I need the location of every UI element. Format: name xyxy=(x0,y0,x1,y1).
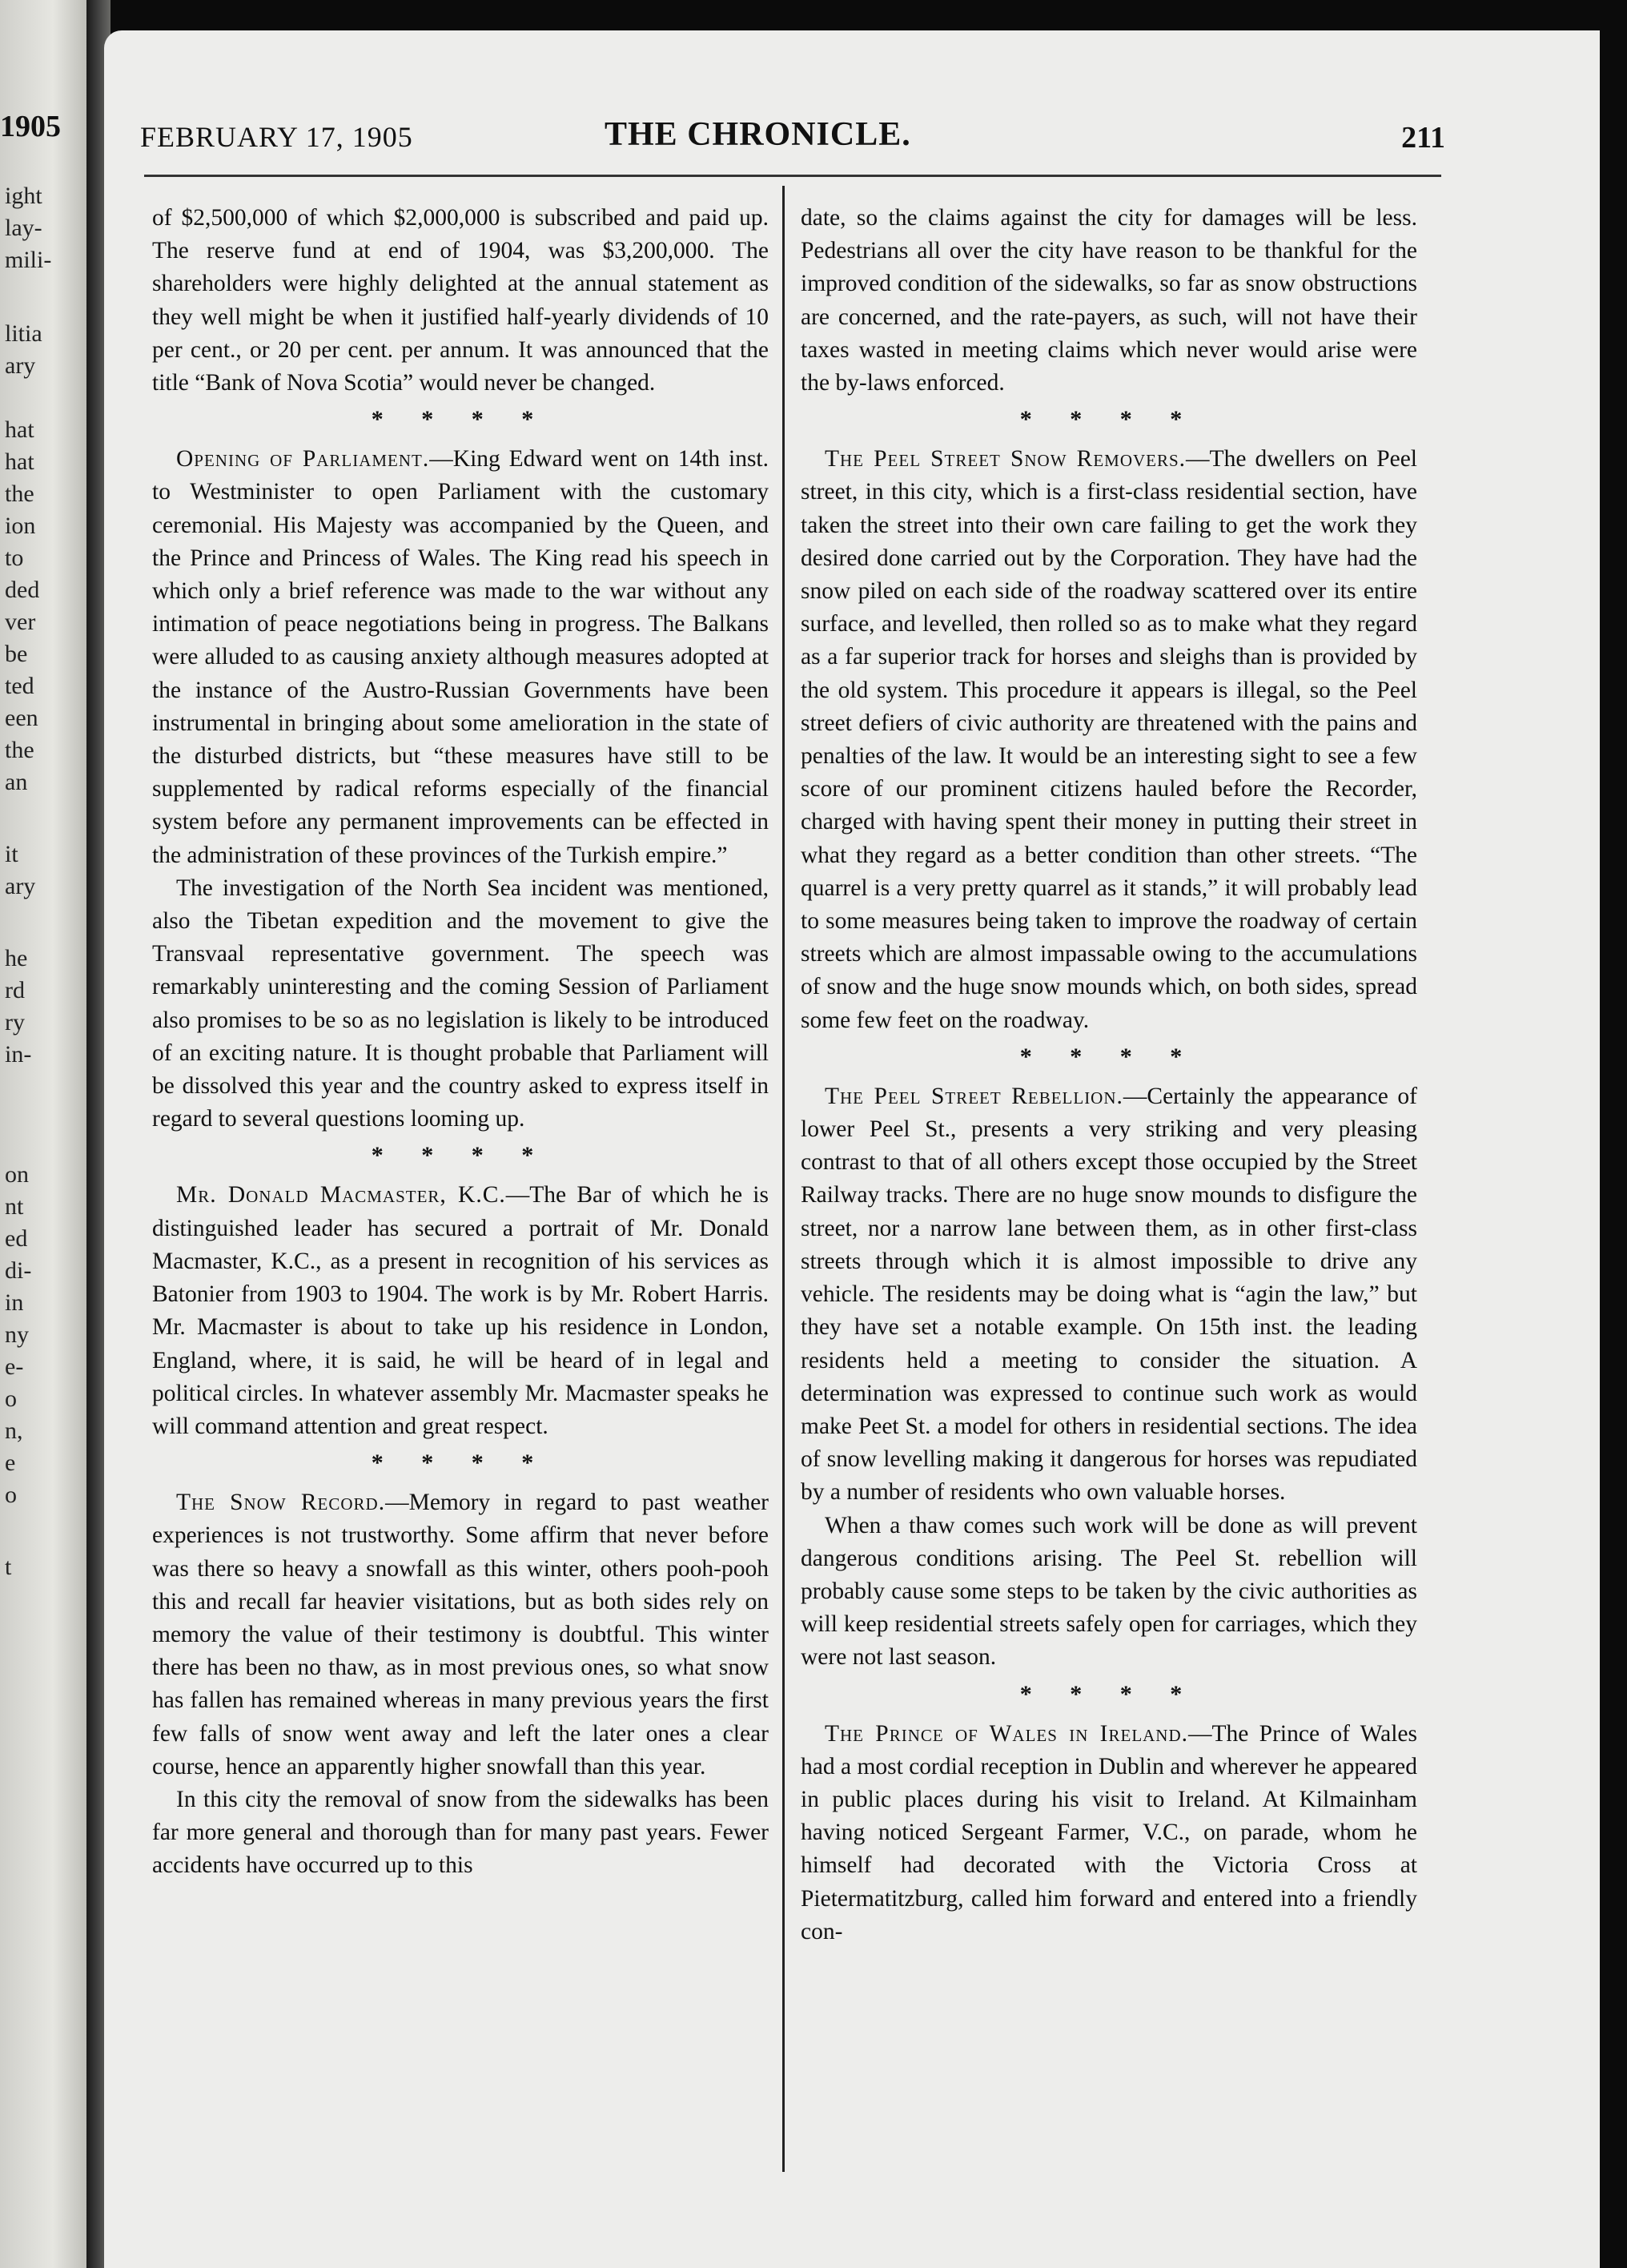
adjacent-page-fragment: o xyxy=(5,1385,17,1412)
article-heading: Mr. Donald Macmaster, K.C. xyxy=(176,1182,506,1208)
adjacent-page-fragment: ded xyxy=(5,577,40,603)
adjacent-page-fragment: ver xyxy=(5,609,36,635)
section-separator: * * * * xyxy=(371,1450,550,1477)
adjacent-page-fragment: ry xyxy=(5,1009,25,1035)
article-paragraph xyxy=(801,202,1417,400)
adjacent-page-fragment: ion xyxy=(5,513,36,539)
adjacent-page-fragment: on xyxy=(5,1161,29,1188)
adjacent-page-fragment: ted xyxy=(5,673,34,699)
section-separator: * * * * xyxy=(1019,1043,1199,1070)
adjacent-page-fragment: an xyxy=(5,769,28,795)
column-divider xyxy=(782,186,785,2172)
adjacent-page-fragment: it xyxy=(5,841,18,867)
article-paragraph xyxy=(801,1080,1417,1510)
section-separator: * * * * xyxy=(371,406,550,433)
paragraph-text: —Certainly the appearance of lower Peel St., presents a very striking and very pleasing contrast to that of all others except those occupied by the Street Railway tracks. There are no huge snow mounds to disfigure the street, nor a narrow lane between them, as in other first-class streets through which it is almost impossible to drive any vehicle. The residents may be doing what is “agin the law,” but they have set a notable example. On 15th inst. the leading residents held a meeting to consider the situation. A determination was expressed to continue such work as would make Peet St. a model for others in residential sections. The idea of snow levelling making it dangerous for horses was repudiated by a number of residents who own valuable horses. xyxy=(801,1083,1417,1506)
article-paragraph xyxy=(152,1783,769,1883)
adjacent-page-fragment: hat xyxy=(5,416,34,443)
adjacent-page-fragment: ight xyxy=(5,183,42,209)
article-paragraph xyxy=(801,1510,1417,1675)
adjacent-page-edge xyxy=(0,0,88,2268)
article-heading: The Peel Street Snow Removers. xyxy=(825,446,1187,472)
adjacent-page-fragment: he xyxy=(5,945,28,971)
adjacent-page-fragment: o xyxy=(5,1482,17,1508)
section-separator: * * * * xyxy=(371,1142,550,1169)
adjacent-page-fragment: in xyxy=(5,1289,24,1316)
adjacent-page-fragment: litia xyxy=(5,320,42,347)
adjacent-page-fragment: mili- xyxy=(5,247,52,273)
adjacent-page-fragment: the xyxy=(5,481,34,507)
article-heading: The Peel Street Rebellion. xyxy=(825,1083,1123,1109)
section-separator: * * * * xyxy=(1019,1680,1199,1707)
article-paragraph xyxy=(152,872,769,1136)
adjacent-page-fragment: ary xyxy=(5,873,36,899)
page-right-edge xyxy=(1600,0,1627,2268)
adjacent-page-fragment: to xyxy=(5,545,24,571)
adjacent-page-fragment: e- xyxy=(5,1353,24,1380)
adjacent-page-fragment: rd xyxy=(5,977,25,1003)
paragraph-text: —The Prince of Wales had a most cordial reception in Dublin and wherever he appeared in public places during his visit to Ireland. At Kilmainham having noticed Sergeant Farmer, V.C., on parade, whom he himself had decorated with the Victoria Cross at Pietermatitzburg, called him forward and entered into a friendly con- xyxy=(801,1720,1417,1944)
header-title: THE CHRONICLE. xyxy=(605,116,911,153)
paragraph-text: —The Bar of which he is distinguished leader has secured a portrait of Mr. Donald Macmaster, K.C., as a present in recognition of his services as Batonier from 1903 to 1904. The work is by Mr. Robert Harris. Mr. Macmaster is about to take up his residence in London, England, where, it is said, he will be heard of in legal and political circles. In whatever assembly Mr. Macmaster speaks he will command attention and great respect. xyxy=(152,1182,769,1439)
article-paragraph xyxy=(801,1718,1417,1948)
paragraph-text: of $2,500,000 of which $2,000,000 is subscribed and paid up. The reserve fund at end of 1904, was $3,200,000. The shareholders were highly delighted at the annual statement as they well might be when it justified half-yearly dividends of 10 per cent., or 20 per cent. per annum. It was announced that the title “Bank of Nova Scotia” would never be changed. xyxy=(152,205,769,396)
adjacent-page-fragment: n, xyxy=(5,1418,23,1444)
adjacent-page-fragment: t xyxy=(5,1554,12,1580)
header-rule xyxy=(144,175,1441,177)
adjacent-page-fragment: ny xyxy=(5,1321,29,1348)
adjacent-page-fragment: in- xyxy=(5,1041,32,1068)
article-heading: The Snow Record. xyxy=(176,1490,386,1516)
right-column xyxy=(801,202,1417,1948)
article-paragraph xyxy=(152,202,769,400)
paragraph-text: —King Edward went on 14th inst. to Westminister to open Parliament with the customary ceremonial. His Majesty was accompanied by the Queen, and the Prince and Princess of Wales. The King read his speech in which only a brief reference was made to the war without any intimation of peace negotiations being in progress. The Balkans were alluded to as causing anxiety although measures adopted at the instance of the Austro-Russian Governments have been instrumental in bringing about some amelioration in the state of the disturbed districts, but “these measures have still to be supplemented by radical reforms especially of the financial system before any permanent improvements can be effected in the administration of these provinces of the Turkish empire.” xyxy=(152,446,769,868)
adjacent-page-fragment: ary xyxy=(5,352,36,379)
paragraph-text: date, so the claims against the city for damages will be less. Pedestrians all over the city have reason to be thankful for the improved condition of the sidewalks, so far as snow obstructions are concerned, and the rate-payers, as such, will not have their taxes wasted in meeting claims which never would arise were the by-laws enforced. xyxy=(801,205,1417,396)
adjacent-page-fragment: di- xyxy=(5,1257,32,1284)
adjacent-page-fragment: nt xyxy=(5,1193,24,1220)
adjacent-page-fragment: e xyxy=(5,1450,16,1476)
paragraph-text: When a thaw comes such work will be done as will prevent dangerous conditions arising. The Peel St. rebellion will probably cause some steps to be taken by the civic authorities as will keep residential streets safely open for carriages, which they were not last season. xyxy=(801,1512,1417,1671)
paragraph-text: In this city the removal of snow from the sidewalks has been far more general and thorough than for many past years. Fewer accidents have occurred up to this xyxy=(152,1786,769,1879)
adjacent-page-year: 1905 xyxy=(0,110,61,143)
adjacent-page-fragment: een xyxy=(5,705,38,731)
article-heading: The Prince of Wales in Ireland. xyxy=(825,1720,1189,1747)
page-number: 211 xyxy=(1401,121,1445,155)
article-paragraph xyxy=(152,1179,769,1443)
article-paragraph xyxy=(152,1486,769,1783)
running-header xyxy=(140,114,1445,162)
paragraph-text: The investigation of the North Sea incident was mentioned, also the Tibetan expedition and the movement to give the Transvaal representative government. The speech was remarkably uninteresting and the coming Session of Parliament also promises to be so as no legislation is likely to be introduced of an exciting nature. It is thought probable that Parliament will be dissolved this year and the country asked to express itself in regard to several questions looming up. xyxy=(152,875,769,1132)
adjacent-page-fragment: the xyxy=(5,737,34,763)
adjacent-page-fragment: be xyxy=(5,641,28,667)
article-heading: Opening of Parliament. xyxy=(176,446,430,472)
article-paragraph xyxy=(801,443,1417,1037)
section-separator: * * * * xyxy=(1019,406,1199,433)
left-column xyxy=(152,202,769,1883)
article-paragraph xyxy=(152,443,769,872)
header-date: FEBRUARY 17, 1905 xyxy=(140,121,413,153)
paragraph-text: —The dwellers on Peel street, in this city, which is a first-class residential section, have taken the street into their own care failing to get the work they desired done carried out by the Corporation. They have had the snow piled on each side of the roadway scattered over its entire surface, and levelled, then rolled so as to make what they regard as a far superior track for horses and sleighs than is provided by the old system. This procedure it appears is illegal, so the Peel street defiers of civic authority are threatened with the pains and penalties of the law. It would be an interesting sight to see a few score of our prominent citizens hauled before the Recorder, charged with having spent their money in putting their street in what they regard as a better condition than other streets. “The quarrel is a very pretty quarrel as it stands,” it will probably lead to some measures being taken to improve the roadway of certain streets which are almost impassable owing to the accumulations of snow and the huge snow mounds which, on both sides, spread some few feet on the roadway. xyxy=(801,446,1417,1033)
adjacent-page-fragment: lay- xyxy=(5,215,42,241)
adjacent-page-fragment: hat xyxy=(5,448,34,475)
adjacent-page-fragment: ed xyxy=(5,1225,28,1252)
paragraph-text: —Memory in regard to past weather experiences is not trustworthy. Some affirm that never before was there so heavy a snowfall as this winter, others pooh-pooh this and recall far heavier visitations, but as both sides rely on memory the value of their testimony is doubtful. This winter there has been no thaw, as in most previous ones, so what snow has fallen has remained whereas in many previous years the first few falls of snow went away and left the later ones a clear course, hence an apparently higher snowfall than this year. xyxy=(152,1490,769,1779)
